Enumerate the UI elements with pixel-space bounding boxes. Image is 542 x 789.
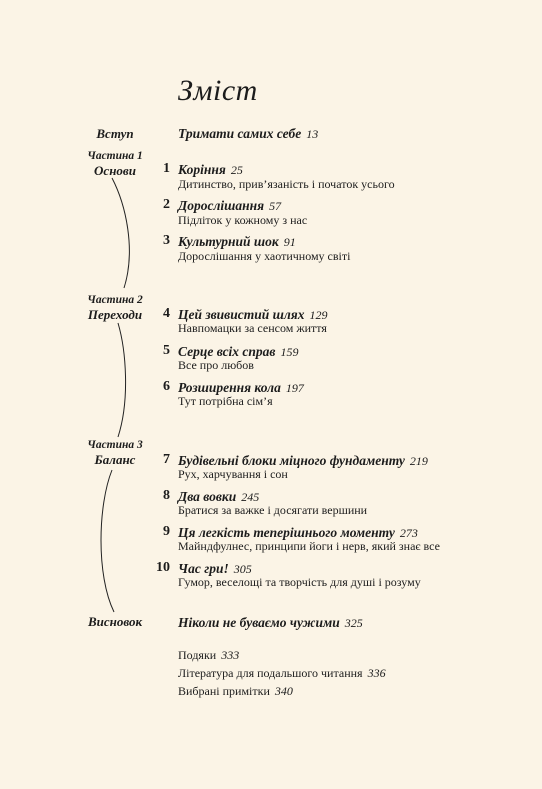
chapter-8-subtitle: Братися за важке і досягати вершини xyxy=(178,503,368,517)
back-matter-page: 340 xyxy=(274,684,293,698)
chapter-6-page: 197 xyxy=(285,381,304,395)
chapter-1-page: 25 xyxy=(230,163,243,177)
chapter-10-subtitle: Гумор, веселощі та творчість для душі і розуму xyxy=(178,575,421,589)
chapter-2-title: Дорослішання xyxy=(178,198,265,213)
back-matter-item xyxy=(178,648,239,663)
chapter-4-subtitle: Навпомацки за сенсом життя xyxy=(178,321,327,335)
part-1-label: Частина 1 xyxy=(87,150,143,162)
back-matter-item xyxy=(178,666,386,681)
conclusion-entry xyxy=(178,614,363,632)
page-title: Зміст xyxy=(178,74,258,107)
chapter-9-title: Ця легкість теперішнього моменту xyxy=(178,525,395,540)
chapter-1-subtitle: Дитинство, прив’язаність і початок усього xyxy=(178,177,395,191)
chapter-4-title: Цей звивистий шлях xyxy=(178,307,305,322)
chapter-6-title: Розширення кола xyxy=(178,380,281,395)
intro-entry xyxy=(178,125,318,143)
conclusion-page: 325 xyxy=(344,616,363,630)
chapter-9-page: 273 xyxy=(399,526,418,540)
chapter-6-subtitle: Тут потрібна сім’я xyxy=(178,394,273,408)
chapter-3-page: 91 xyxy=(283,235,296,249)
chapter-7-subtitle: Рух, харчування і сон xyxy=(178,467,288,481)
chapter-7-page: 219 xyxy=(409,454,428,468)
chapter-4-page: 129 xyxy=(309,308,328,322)
back-matter-title: Література для подальшого читання xyxy=(178,666,363,680)
part-3-name: Баланс xyxy=(94,452,136,467)
chapter-9-number: 9 xyxy=(163,524,170,539)
chapter-4-number: 4 xyxy=(163,306,170,321)
conclusion-label: Висновок xyxy=(87,614,143,629)
chapter-3-subtitle: Дорослішання у хаотичному світі xyxy=(178,249,351,263)
chapter-10-page: 305 xyxy=(233,562,252,576)
chapter-1-title: Коріння xyxy=(178,162,226,177)
chapter-7-title: Будівельні блоки міцного фундаменту xyxy=(178,453,405,468)
chapter-2-subtitle: Підліток у кожному з нас xyxy=(178,213,308,227)
back-matter-title: Вибрані примітки xyxy=(178,684,270,698)
chapter-3-number: 3 xyxy=(163,233,170,248)
intro-label: Вступ xyxy=(96,126,134,141)
back-matter-title: Подяки xyxy=(178,648,217,662)
chapter-1-number: 1 xyxy=(163,161,170,176)
chapter-6-number: 6 xyxy=(163,379,170,394)
curve-part-3 xyxy=(101,470,114,612)
chapter-7-number: 7 xyxy=(163,452,170,467)
back-matter-page: 333 xyxy=(221,648,240,662)
chapter-8-page: 245 xyxy=(241,490,260,504)
chapter-8-title: Два вовки xyxy=(178,489,237,504)
intro-title: Тримати самих себе xyxy=(178,126,302,141)
part-3-label: Частина 3 xyxy=(87,439,143,451)
chapter-5-subtitle: Все про любов xyxy=(178,358,254,372)
chapter-3-title: Культурний шок xyxy=(178,234,279,249)
back-matter-page: 336 xyxy=(367,666,386,680)
chapter-5-title: Серце всіх справ xyxy=(178,344,276,359)
chapter-2-page: 57 xyxy=(269,199,282,213)
curve-part-2 xyxy=(118,323,126,437)
chapter-5-page: 159 xyxy=(280,345,299,359)
part-2-name: Переходи xyxy=(87,307,143,322)
curve-part-1 xyxy=(112,178,129,288)
conclusion-title: Ніколи не буваємо чужими xyxy=(178,615,340,630)
part-2-label: Частина 2 xyxy=(87,294,143,306)
back-matter-item xyxy=(178,684,293,699)
chapter-5-number: 5 xyxy=(163,343,170,358)
chapter-2-number: 2 xyxy=(163,197,170,212)
chapter-10-title: Час гри! xyxy=(178,561,229,576)
intro-page: 13 xyxy=(306,127,319,141)
part-1-name: Основи xyxy=(94,163,136,178)
chapter-10-number: 10 xyxy=(156,560,170,575)
chapter-9-subtitle: Майндфулнес, принципи йоги і нерв, який знає все xyxy=(178,539,440,553)
chapter-8-number: 8 xyxy=(163,488,170,503)
